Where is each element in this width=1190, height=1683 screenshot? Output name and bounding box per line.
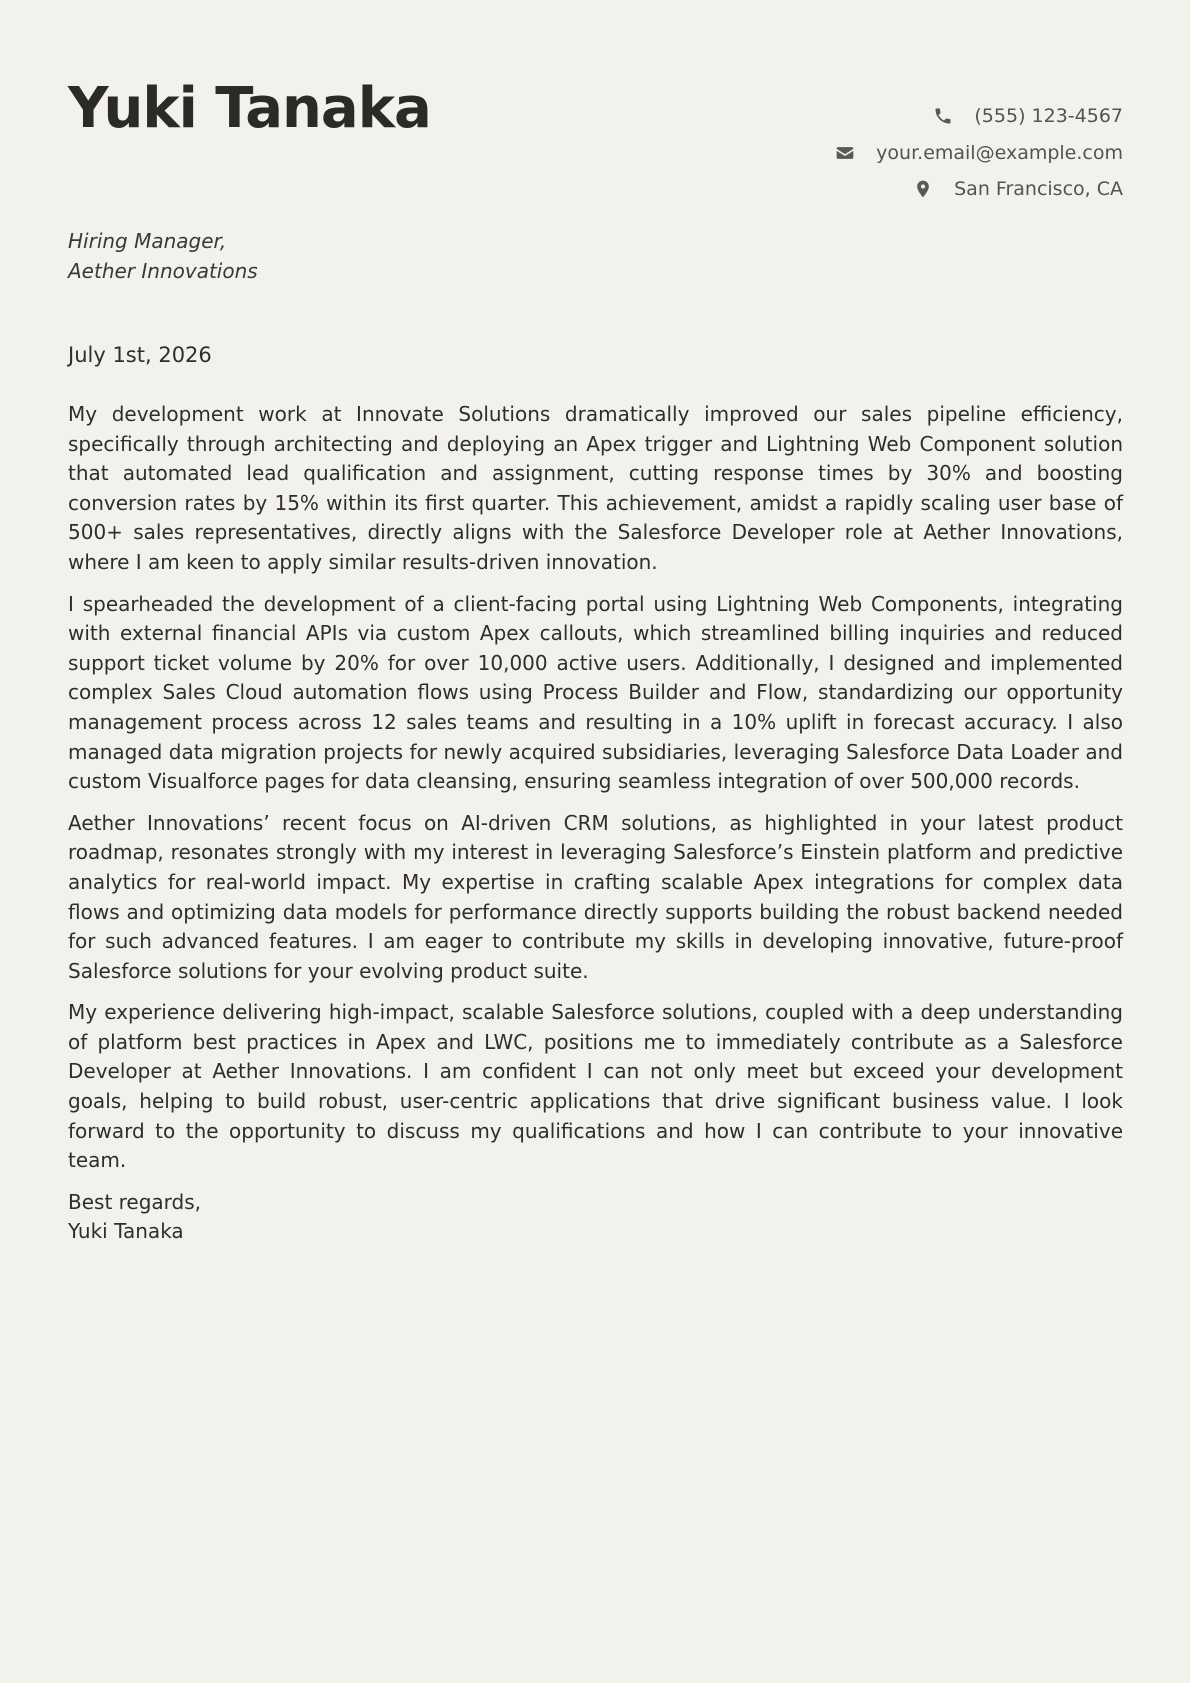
letter-body	[68, 400, 1123, 1176]
map-pin-icon	[912, 178, 934, 200]
contact-email-row	[834, 135, 1123, 172]
phone-icon	[932, 105, 954, 127]
cover-letter-page	[68, 72, 1123, 1247]
closing-signature: Yuki Tanaka	[68, 1219, 184, 1244]
contact-email: your.email@example.com	[876, 141, 1123, 164]
body-paragraph: Aether Innovations’ recent focus on AI-driven CRM solutions, as highlighted in your latest product roadmap, resonates strongly with my interest in leveraging Salesforce’s Einstein platform and predictive analytics for real-world impact. My expertise in crafting scalable Apex integrations for complex data flows and optimizing data models for performance directly supports building the robust backend needed for such advanced features. I am eager to contribute my skills in developing innovative, future-proof Salesforce solutions for your evolving product suite.	[68, 810, 1123, 983]
letter-closing	[68, 1188, 1123, 1247]
contact-info	[834, 98, 1123, 208]
letter-header	[68, 72, 1123, 212]
recipient-company: Aether Innovations	[68, 259, 258, 283]
contact-location-row	[834, 171, 1123, 208]
contact-location: San Francisco, CA	[954, 178, 1123, 201]
body-paragraph: My development work at Innovate Solutions dramatically improved our sales pipeline efficiency, specifically through architecting and deploying an Apex trigger and Lightning Web Component solution that automated lead qualification and assignment, cutting response times by 30% and boosting conversion rates by 15% within its first quarter. This achievement, amidst a rapidly scaling user base of 500+ sales representatives, directly aligns with the Salesforce Developer role at Aether Innovations, where I am keen to apply similar results-driven innovation.	[68, 402, 1123, 574]
applicant-name: Yuki Tanaka	[68, 76, 431, 141]
envelope-icon	[834, 142, 856, 164]
contact-phone-row	[834, 98, 1123, 135]
closing-salutation: Best regards,	[68, 1189, 202, 1214]
recipient-title: Hiring Manager,	[68, 229, 227, 253]
body-paragraph: I spearheaded the development of a client-facing portal using Lightning Web Components, integrating with external financial APIs via custom Apex callouts, which streamlined billing inquiries and reduced support ticket volume by 20% for over 10,000 active users. Additionally, I designed and implemented complex Sales Cloud automation flows using Process Builder and Flow, standardizing our opportunity management process across 12 sales teams and resulting in a 10% uplift in forecast accuracy. I also managed data migration projects for newly acquired subsidiaries, leveraging Salesforce Data Loader and custom Visualforce pages for data cleansing, ensuring seamless integration of over 500,000 records.	[68, 591, 1123, 794]
recipient-block	[68, 226, 1123, 286]
contact-phone: (555) 123-4567	[974, 105, 1123, 128]
body-paragraph: My experience delivering high-impact, scalable Salesforce solutions, coupled with a deep understanding of platform best practices in Apex and LWC, positions me to immediately contribute as a Salesforce Developer at Aether Innovations. I am confident I can not only meet but exceed your development goals, helping to build robust, user-centric applications that drive significant business value. I look forward to the opportunity to discuss my qualifications and how I can contribute to your innovative team.	[68, 1000, 1123, 1173]
letter-date: July 1st, 2026	[68, 343, 212, 367]
